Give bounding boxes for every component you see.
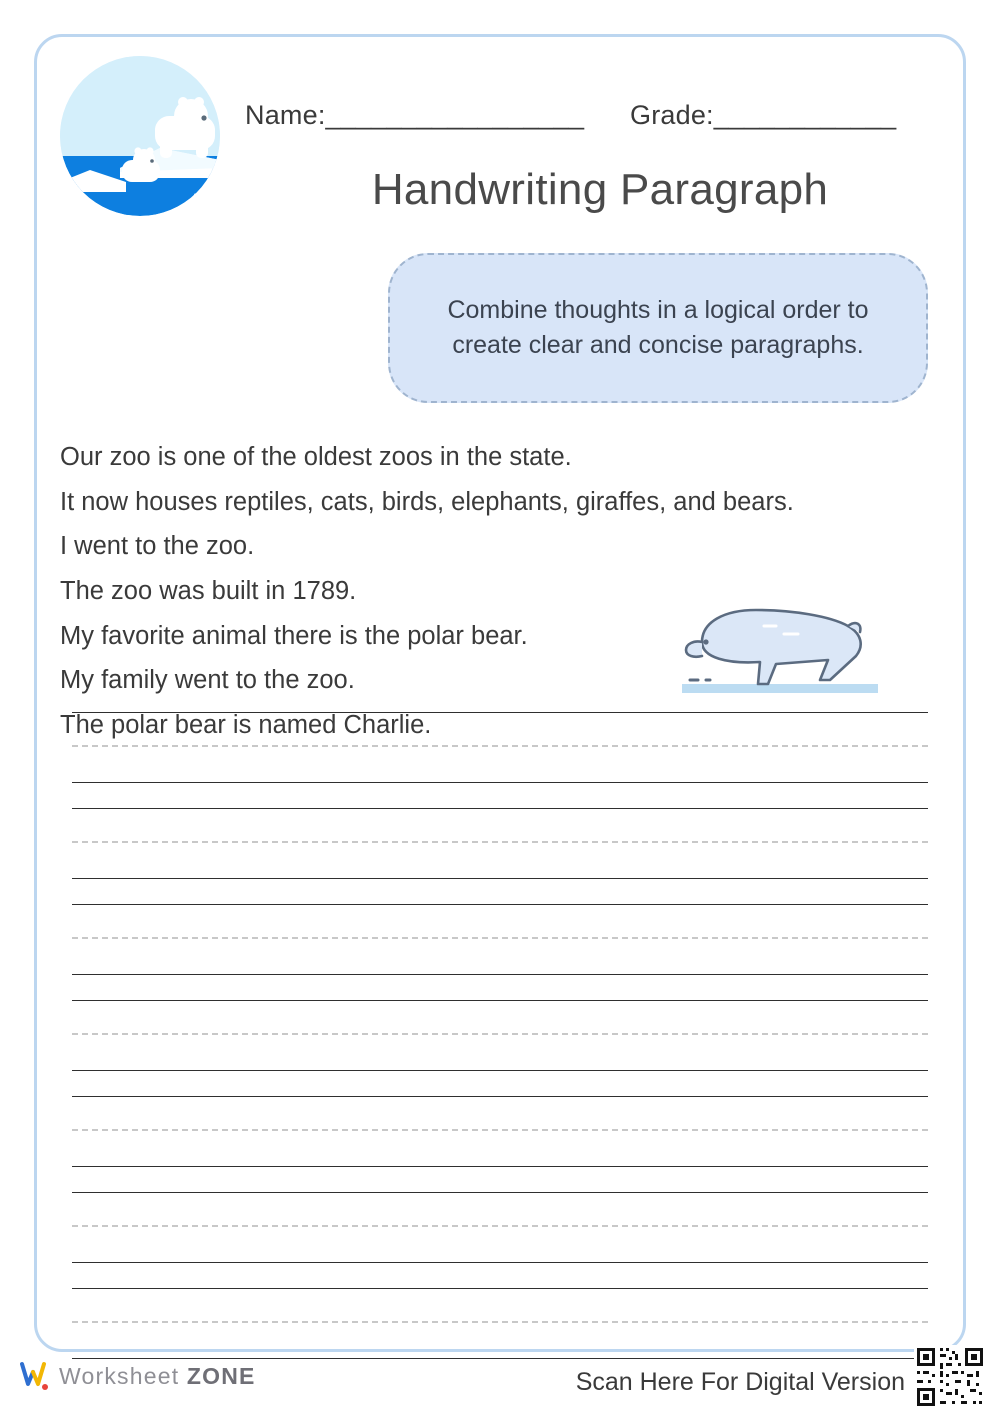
writing-line-group[interactable] — [72, 1000, 928, 1096]
solid-baseline — [72, 974, 928, 975]
list-item: Our zoo is one of the oldest zoos in the state. — [60, 443, 572, 471]
grade-field-label[interactable]: Grade:____________ — [630, 100, 897, 130]
qr-code-icon[interactable] — [914, 1345, 986, 1409]
list-item: My favorite animal there is the polar bear. — [60, 621, 528, 650]
list-item: The zoo was built in 1789. — [60, 577, 357, 606]
solid-baseline — [72, 878, 928, 879]
worksheet-zone-logo[interactable] — [20, 1360, 256, 1392]
solid-topline — [72, 1000, 928, 1001]
writing-line-group[interactable] — [72, 1096, 928, 1192]
list-item: The polar bear is named Charlie. — [60, 711, 432, 740]
writing-line-group[interactable] — [72, 904, 928, 1000]
instruction-text: Combine thoughts in a logical order to create clear and concise paragraphs. — [447, 295, 869, 359]
polar-bear-line-art-icon — [680, 580, 890, 710]
solid-baseline — [72, 782, 928, 783]
brand-second: ZONE — [186, 1362, 256, 1389]
brand-first: Worksheet — [59, 1362, 180, 1389]
solid-baseline — [72, 1070, 928, 1071]
dashed-midline — [72, 1129, 928, 1131]
solid-baseline — [72, 1358, 928, 1359]
list-item: My family went to the zoo. — [60, 666, 355, 695]
name-field-label[interactable]: Name:_________________ — [245, 100, 585, 130]
dashed-midline — [72, 937, 928, 939]
writing-line-group[interactable] — [72, 808, 928, 904]
wz-mark-icon — [20, 1360, 50, 1392]
list-item: I went to the zoo. — [60, 532, 255, 561]
writing-line-group[interactable] — [72, 1192, 928, 1288]
dashed-midline — [72, 841, 928, 843]
solid-baseline — [72, 1166, 928, 1167]
dashed-midline — [72, 1225, 928, 1227]
solid-topline — [72, 808, 928, 809]
dashed-midline — [72, 1321, 928, 1323]
scan-instruction-text: Scan Here For Digital Version — [575, 1368, 905, 1396]
solid-topline — [72, 904, 928, 905]
list-item: It now houses reptiles, cats, birds, elephants, giraffes, and bears. — [60, 487, 794, 516]
footer-brand-text — [59, 1363, 256, 1390]
solid-baseline — [72, 1262, 928, 1263]
solid-topline — [72, 1192, 928, 1193]
dashed-midline — [72, 1033, 928, 1035]
polar-bear-circle-icon — [60, 56, 220, 216]
page-title: Handwriting Paragraph — [371, 165, 829, 214]
writing-line-group[interactable] — [72, 712, 928, 808]
solid-topline — [72, 1288, 928, 1289]
solid-topline — [72, 1096, 928, 1097]
dashed-midline — [72, 745, 928, 747]
instruction-bubble — [388, 253, 928, 403]
writing-area[interactable] — [72, 712, 928, 1384]
